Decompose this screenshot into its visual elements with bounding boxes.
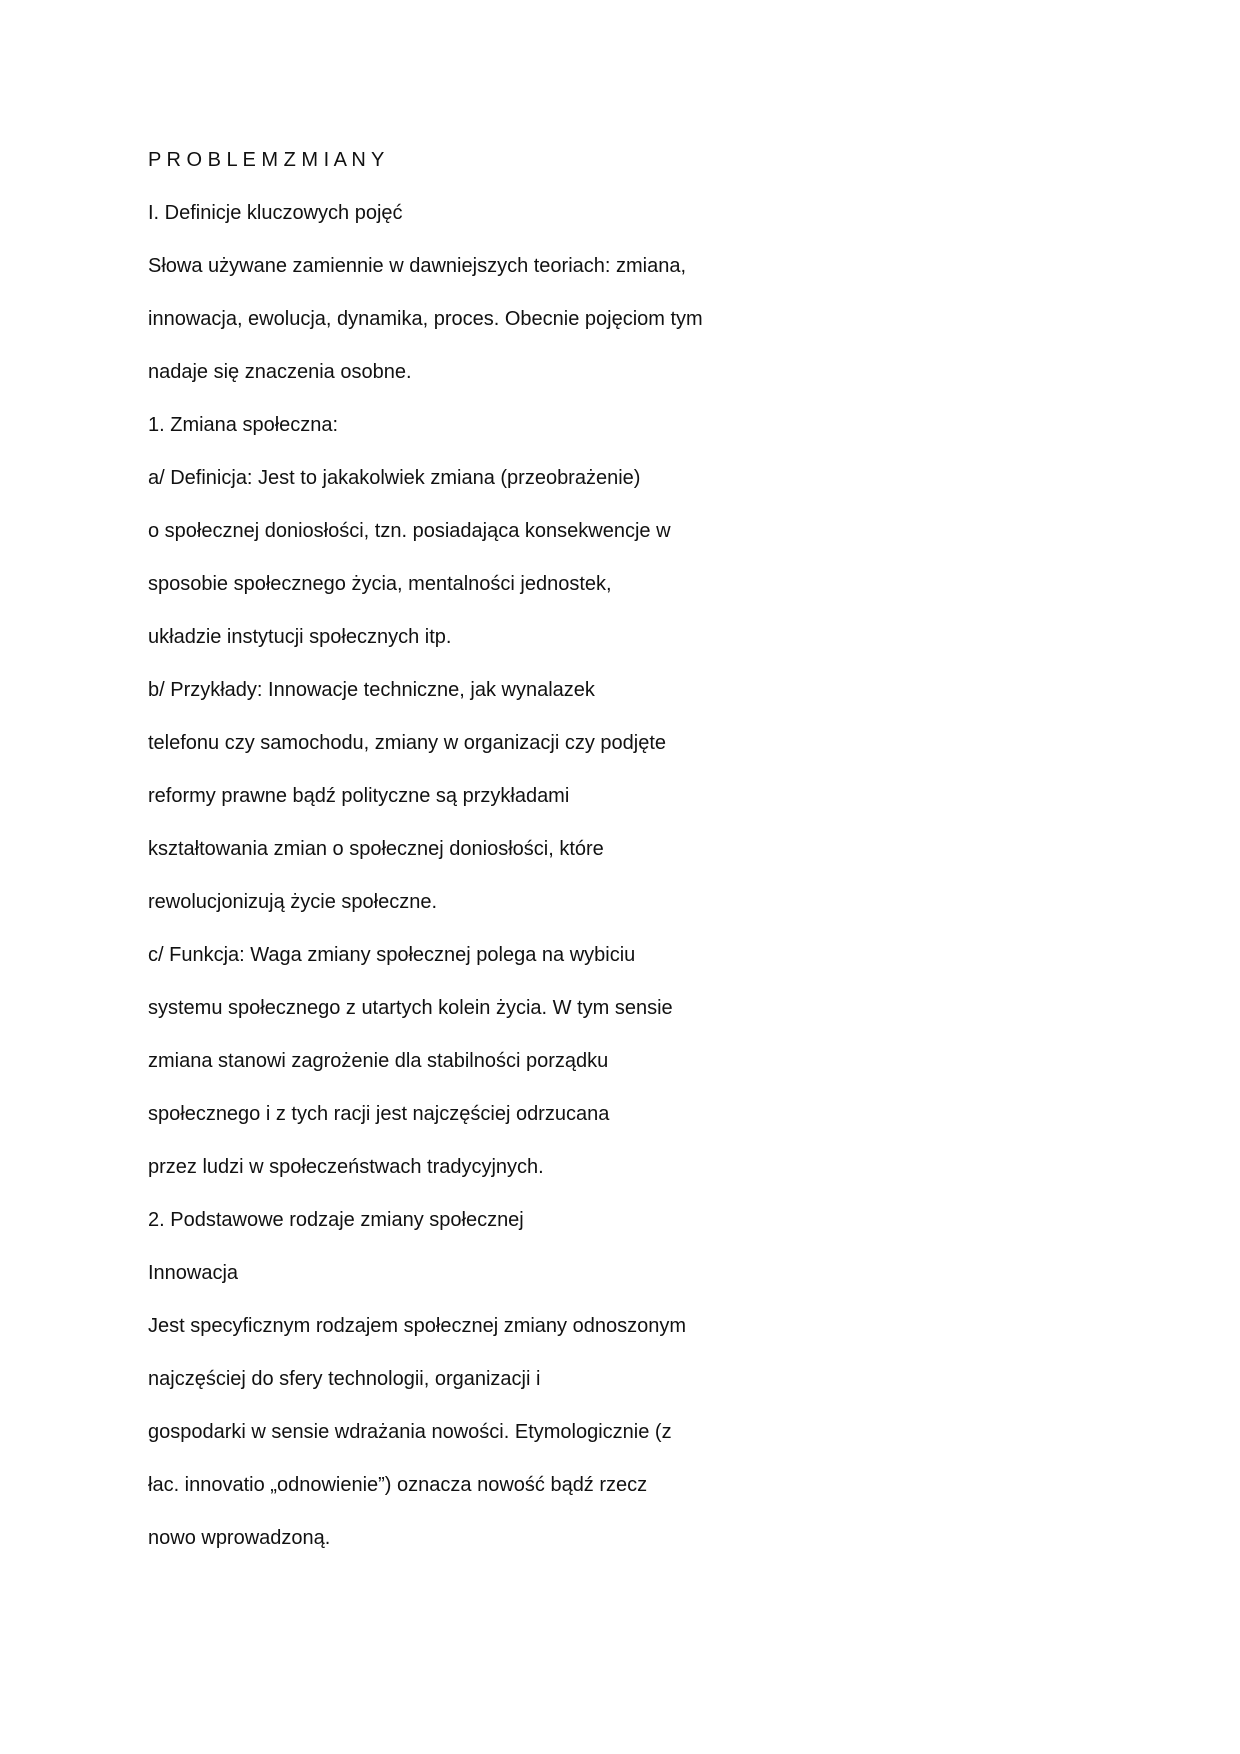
text-line: układzie instytucji społecznych itp. — [148, 626, 452, 648]
text-line: rewolucjonizują życie społeczne. — [148, 891, 438, 913]
text-line: a/ Definicja: Jest to jakakolwiek zmiana (przeobrażenie) — [148, 467, 641, 489]
text-line: innowacja, ewolucja, dynamika, proces. Obecnie pojęciom tym — [148, 308, 703, 330]
text-line: łac. innovatio „odnowienie”) oznacza nowość bądź rzecz — [148, 1474, 648, 1496]
text-line: Jest specyficznym rodzajem społecznej zmiany odnoszonym — [148, 1315, 686, 1337]
text-line: nadaje się znaczenia osobne. — [148, 361, 412, 383]
text-line: sposobie społecznego życia, mentalności jednostek, — [148, 573, 612, 595]
text-line: przez ludzi w społeczeństwach tradycyjnych. — [148, 1156, 544, 1178]
document-body — [148, 146, 1048, 1577]
text-line: nowo wprowadzoną. — [148, 1527, 331, 1549]
text-line: kształtowania zmian o społecznej doniosłości, które — [148, 838, 604, 860]
subsection-heading: 2. Podstawowe rodzaje zmiany społecznej — [148, 1209, 524, 1231]
section-heading: I. Definicje kluczowych pojęć — [148, 202, 403, 224]
text-line: o społecznej doniosłości, tzn. posiadająca konsekwencje w — [148, 520, 671, 542]
text-line: najczęściej do sfery technologii, organizacji i — [148, 1368, 541, 1390]
text-line: c/ Funkcja: Waga zmiany społecznej polega na wybiciu — [148, 944, 636, 966]
text-line: telefonu czy samochodu, zmiany w organizacji czy podjęte — [148, 732, 667, 754]
text-line: gospodarki w sensie wdrażania nowości. Etymologicznie (z — [148, 1421, 672, 1443]
text-line: systemu społecznego z utartych kolein życia. W tym sensie — [148, 997, 673, 1019]
text-line: b/ Przykłady: Innowacje techniczne, jak wynalazek — [148, 679, 595, 701]
text-line: społecznego i z tych racji jest najczęściej odrzucana — [148, 1103, 610, 1125]
text-line: zmiana stanowi zagrożenie dla stabilności porządku — [148, 1050, 609, 1072]
text-line: reformy prawne bądź polityczne są przykładami — [148, 785, 570, 807]
term-heading: Innowacja — [148, 1262, 239, 1284]
text-line: Słowa używane zamiennie w dawniejszych teoriach: zmiana, — [148, 255, 687, 277]
subsection-heading: 1. Zmiana społeczna: — [148, 414, 339, 436]
document-title: P R O B L E M Z M I A N Y — [148, 149, 385, 171]
